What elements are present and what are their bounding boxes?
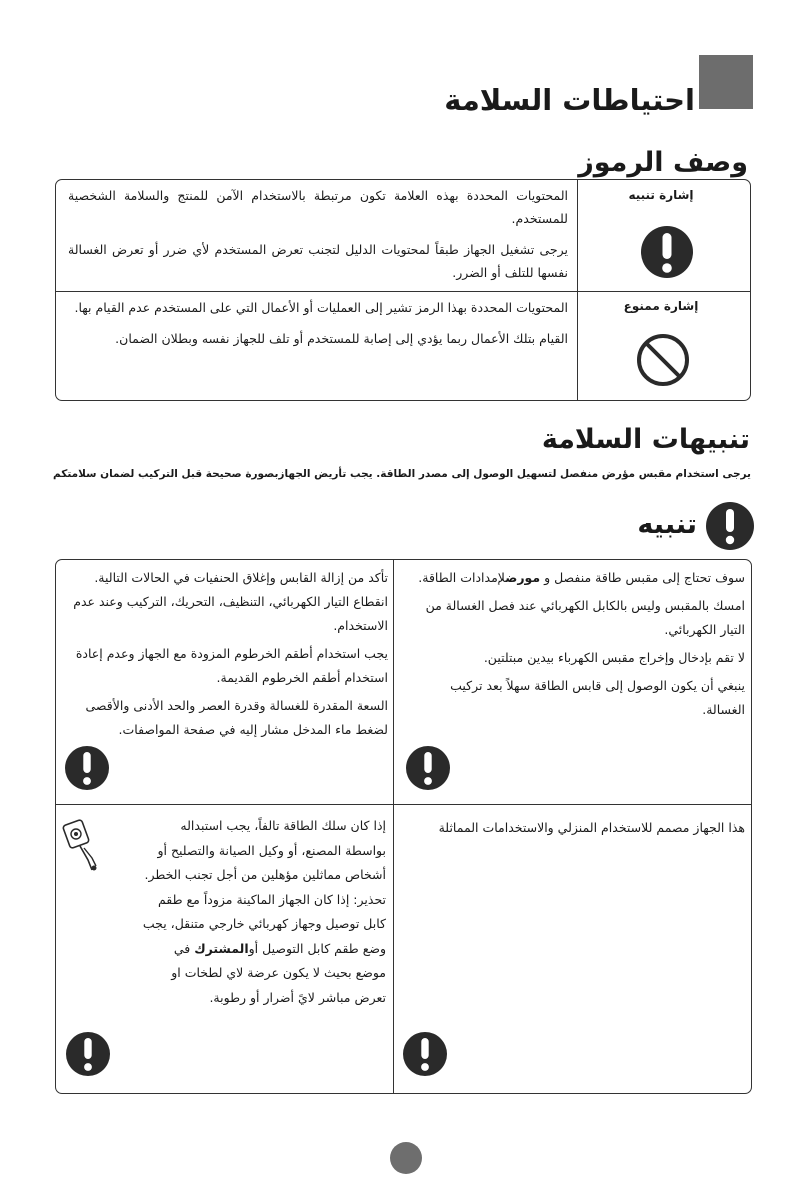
wet-hands-text: لا تقم بإدخال وإخراج مقبس الكهرباء بيدين مبتلتين. (483, 650, 745, 665)
prohibited-para-1: المحتويات المحددة بهذا الرمز تشير إلى العمليات أو الأعمال التي على المستخدم عدم القيام بها. (74, 300, 568, 315)
unplug-text: امسك بالمقبس وليس بالكابل الكهربائي عند فصل الغسالة من التيار الكهربائي. (425, 598, 745, 637)
caution-cell-top-right (405, 566, 745, 726)
exclamation-icon (405, 745, 451, 791)
prohibited-icon (635, 332, 691, 388)
warning-description (68, 184, 568, 284)
warning-sign-label: إشارة تنبيه (628, 188, 694, 202)
warning-para-2: يرجى تشغيل الجهاز طبقاً لمحتويات الدليل لتجنب تعرض المستخدم لأي ضرر أو تعرض الغسالة نفسها للتلف أو الضرر. (68, 242, 568, 280)
exclamation-icon (402, 1031, 448, 1077)
unplug-cases-text: تأكد من إزالة القابس وإغلاق الحنفيات في الحالات التالية. انقطاع التيار الكهربائي، التنظيف، التحريك، التركيب وعند عدم الاستخدام. (73, 570, 388, 633)
warning-para-1: المحتويات المحددة بهذه العلامة تكون مرتبطة بالاستخدام الآمن للمنتج والسلامة الشخصية للمستخدم. (68, 188, 568, 226)
caution-table (55, 559, 752, 1094)
caution-cell-bottom-left (140, 814, 386, 1014)
prohibited-description (68, 296, 568, 350)
prohibited-sign-label: إشارة ممنوع (623, 299, 699, 313)
page-marker (390, 1142, 422, 1174)
damaged-cord-text: إذا كان سلك الطاقة تالفاً، يجب استبداله بواسطة المصنع، أو وكيل الصيانة والتصليح أو أشخاص مماثلين مؤهلين من أجل تجنب الخطر. تحذير: إذا كان الجهاز الماكينة مزوداً مع طقم كابل توصيل وجهاز كهربائي خارجي متنقل، يجب وضع طقم كابل التوصيل أوالمشترك في موضع بحيث لا يكون عرضة لاي لطخات او تعرض مباشر لايً أضرار أو رطوبة. (142, 818, 386, 1005)
safety-heading: تنبيهات السلامة (541, 424, 750, 455)
caution-cell-top-left (66, 566, 388, 746)
exclamation-icon (639, 224, 695, 280)
caution-cell-bottom-right (425, 816, 745, 844)
exclamation-icon (64, 745, 110, 791)
caution-heading: تنبيه (637, 509, 697, 540)
header-grey-block (699, 55, 753, 109)
symbols-table (55, 179, 751, 401)
page-title: احتياطات السلامة (444, 83, 695, 117)
hose-set-text: يجب استخدام أطقم الخرطوم المزودة مع الجهاز وعدم إعادة استخدام أطقم الخرطوم القديمة. (75, 646, 388, 685)
symbols-heading: وصف الرموز (578, 147, 748, 178)
plug-access-text: ينبغي أن يكون الوصول إلى قابس الطاقة سهلاً بعد تركيب الغسالة. (450, 678, 745, 717)
power-plug-icon (62, 818, 102, 874)
exclamation-icon (65, 1031, 111, 1077)
safety-note: يرجى استخدام مقبس مؤرض منفصل لتسهيل الوصول إلى مصدر الطاقة. يجب تأريض الجهازبصورة صحيحة قبل التركيب لضمان سلامتكم (53, 468, 751, 480)
household-use-text: هذا الجهاز مصمم للاستخدام المنزلي والاستخدامات المماثلة (438, 820, 745, 835)
capacity-text: السعة المقدرة للغسالة وقدرة العصر والحد الأدنى والأقصى لضغط ماء المدخل مشار إليه في صفحة المواصفات. (85, 698, 388, 737)
prohibited-para-2: القيام بتلك الأعمال ربما يؤدي إلى إصابة للمستخدم أو تلف للجهاز نفسه وبطلان الضمان. (115, 331, 568, 346)
power-socket-text: سوف تحتاج إلى مقبس طاقة منفصل و مورضلإمدادات الطاقة. (418, 570, 745, 585)
exclamation-icon (705, 501, 755, 551)
